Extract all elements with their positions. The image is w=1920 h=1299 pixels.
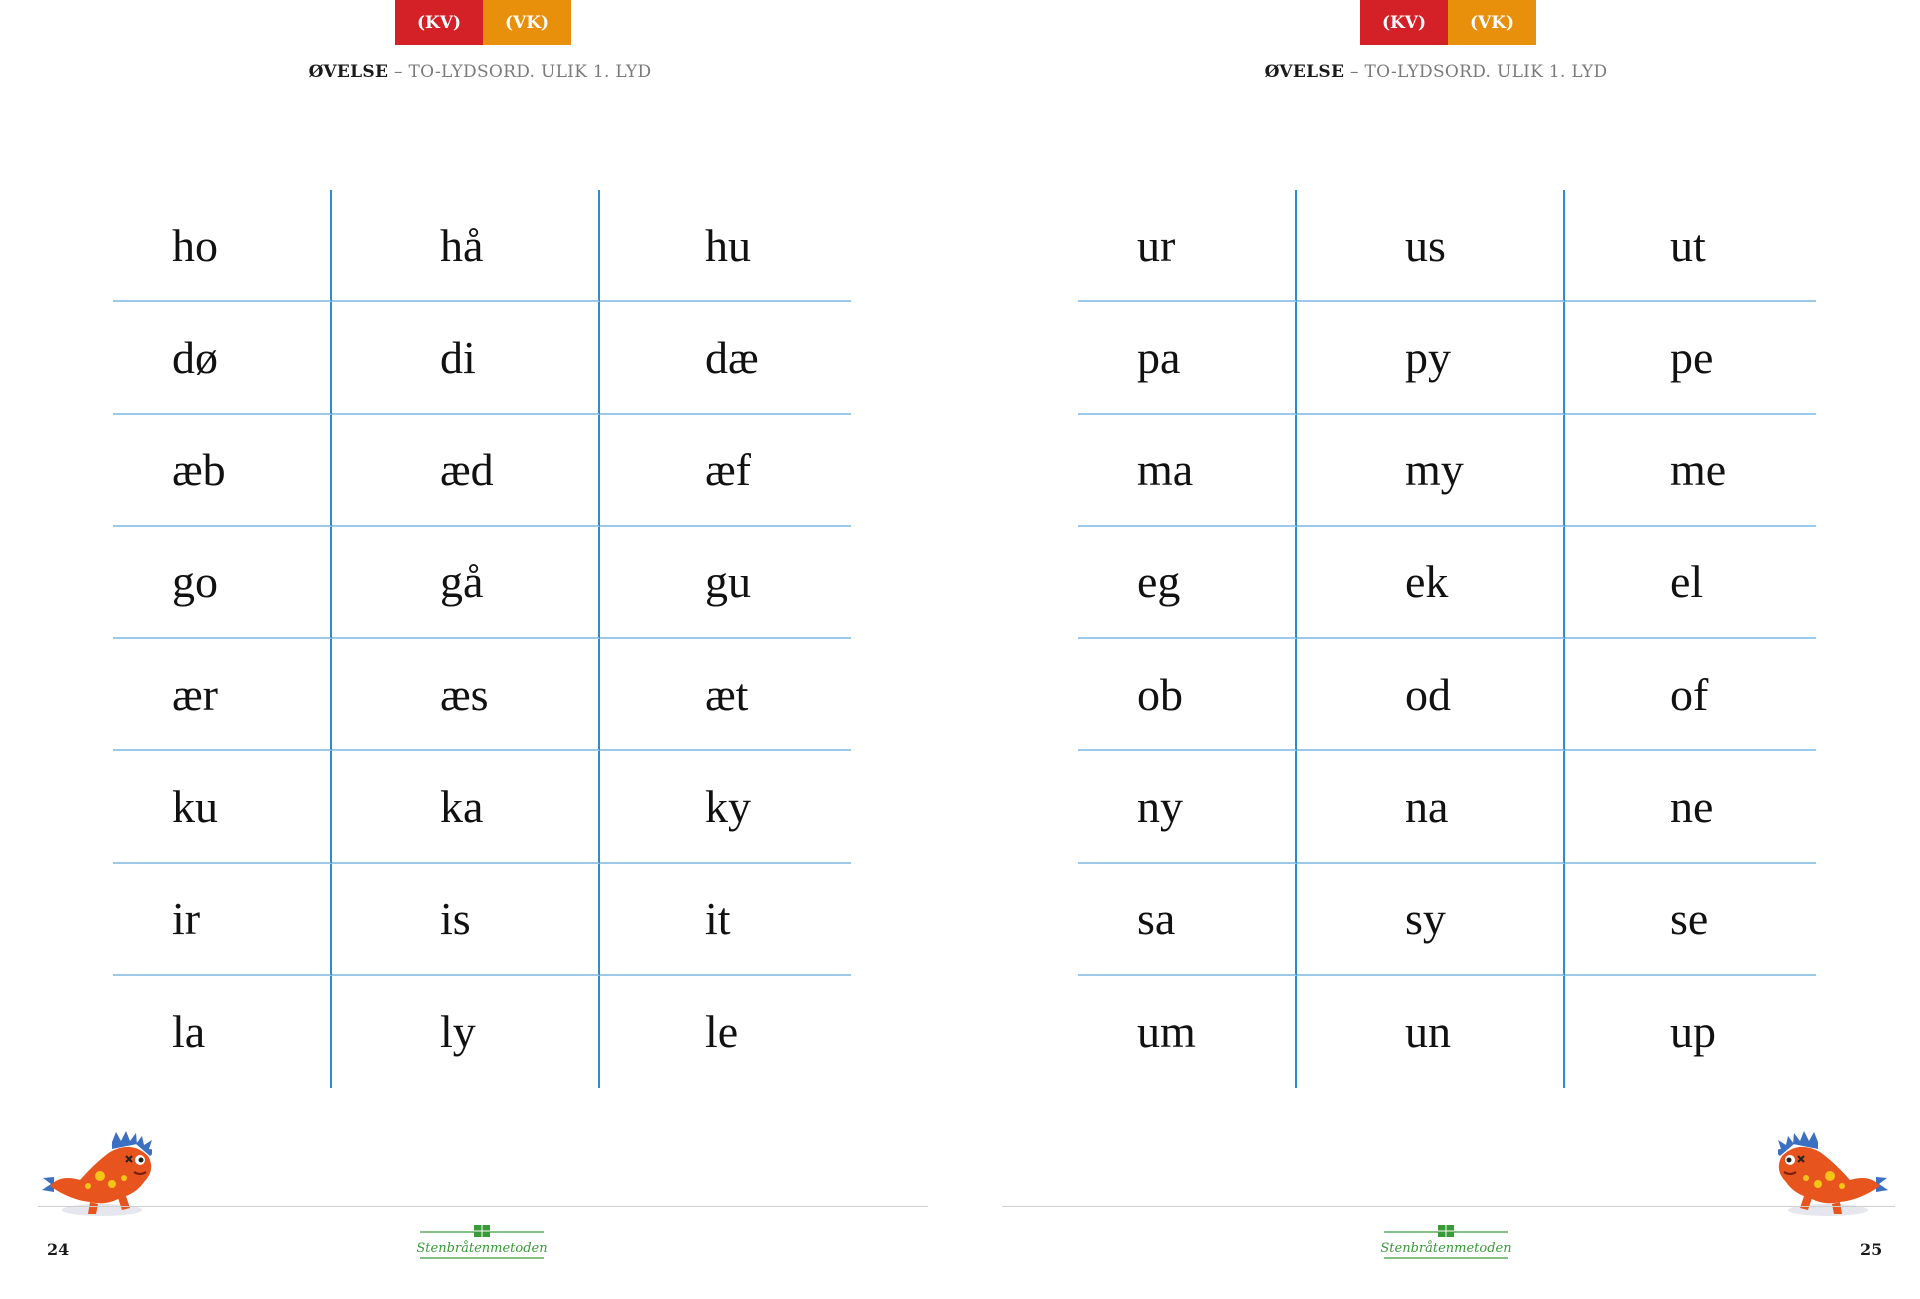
word-cell: is xyxy=(332,864,600,976)
word-cell: pe xyxy=(1565,302,1816,414)
subtitle-strong: ØVELSE xyxy=(308,62,389,82)
word-cell: dæ xyxy=(600,302,851,414)
word-cell: ær xyxy=(113,639,332,751)
tag-kv: (KV) xyxy=(1360,0,1448,45)
page-number: 25 xyxy=(1860,1240,1883,1259)
word-cell: æd xyxy=(332,415,600,527)
word-cell: ob xyxy=(1078,639,1297,751)
word-cell: it xyxy=(600,864,851,976)
word-cell: æf xyxy=(600,415,851,527)
word-cell: ma xyxy=(1078,415,1297,527)
footer-rule xyxy=(1002,1206,1895,1207)
right-page xyxy=(960,0,1920,1299)
tag-kv: (KV) xyxy=(395,0,483,45)
word-cell: gå xyxy=(332,527,600,639)
subtitle-rest: – TO-LYDSORD. ULIK 1. LYD xyxy=(1344,62,1608,82)
level-tags xyxy=(395,0,571,45)
word-cell: un xyxy=(1297,976,1565,1088)
word-cell: od xyxy=(1297,639,1565,751)
word-cell: eg xyxy=(1078,527,1297,639)
dinosaur-mascot-icon xyxy=(40,1122,152,1218)
word-cell: ir xyxy=(113,864,332,976)
word-cell: se xyxy=(1565,864,1816,976)
word-cell: na xyxy=(1297,751,1565,863)
brand-name: Stenbråtenmetoden xyxy=(1380,1241,1512,1256)
word-cell: of xyxy=(1565,639,1816,751)
word-cell: ho xyxy=(113,190,332,302)
word-cell: el xyxy=(1565,527,1816,639)
tag-vk: (VK) xyxy=(483,0,571,45)
word-cell: ny xyxy=(1078,751,1297,863)
word-cell: ku xyxy=(113,751,332,863)
word-cell: py xyxy=(1297,302,1565,414)
word-cell: my xyxy=(1297,415,1565,527)
page-subtitle xyxy=(0,62,960,82)
word-cell: gu xyxy=(600,527,851,639)
dinosaur-mascot-icon xyxy=(1778,1122,1890,1218)
word-cell: di xyxy=(332,302,600,414)
page-subtitle xyxy=(956,62,1916,82)
word-cell: sa xyxy=(1078,864,1297,976)
footer-rule xyxy=(38,1206,928,1207)
word-cell: ly xyxy=(332,976,600,1088)
brand-name: Stenbråtenmetoden xyxy=(416,1241,548,1256)
word-cell: up xyxy=(1670,1006,1716,1058)
subtitle-rest: – TO-LYDSORD. ULIK 1. LYD xyxy=(388,62,652,82)
tag-vk: (VK) xyxy=(1448,0,1536,45)
page-number: 24 xyxy=(47,1240,70,1259)
subtitle-strong: ØVELSE xyxy=(1264,62,1345,82)
word-cell: ka xyxy=(332,751,600,863)
word-cell: æs xyxy=(332,639,600,751)
word-cell: go xyxy=(113,527,332,639)
word-cell: sy xyxy=(1297,864,1565,976)
word-grid xyxy=(113,190,851,1088)
word-cell: ut xyxy=(1565,190,1816,302)
word-grid xyxy=(1078,190,1816,1088)
word-cell: la xyxy=(113,976,332,1088)
word-cell: pa xyxy=(1078,302,1297,414)
word-cell: dø xyxy=(113,302,332,414)
word-cell: ne xyxy=(1565,751,1816,863)
brand-logo-icon xyxy=(1380,1225,1512,1261)
word-cell: ek xyxy=(1297,527,1565,639)
word-cell: le xyxy=(705,1006,739,1058)
brand-logo-icon xyxy=(416,1225,548,1261)
word-cell: us xyxy=(1297,190,1565,302)
word-cell: æb xyxy=(113,415,332,527)
word-cell: hu xyxy=(600,190,851,302)
word-cell: hå xyxy=(332,190,600,302)
word-cell: æt xyxy=(600,639,851,751)
word-cell: me xyxy=(1565,415,1816,527)
word-cell: ky xyxy=(600,751,851,863)
word-cell: ur xyxy=(1078,190,1297,302)
level-tags xyxy=(1360,0,1536,45)
word-cell: um xyxy=(1078,976,1297,1088)
